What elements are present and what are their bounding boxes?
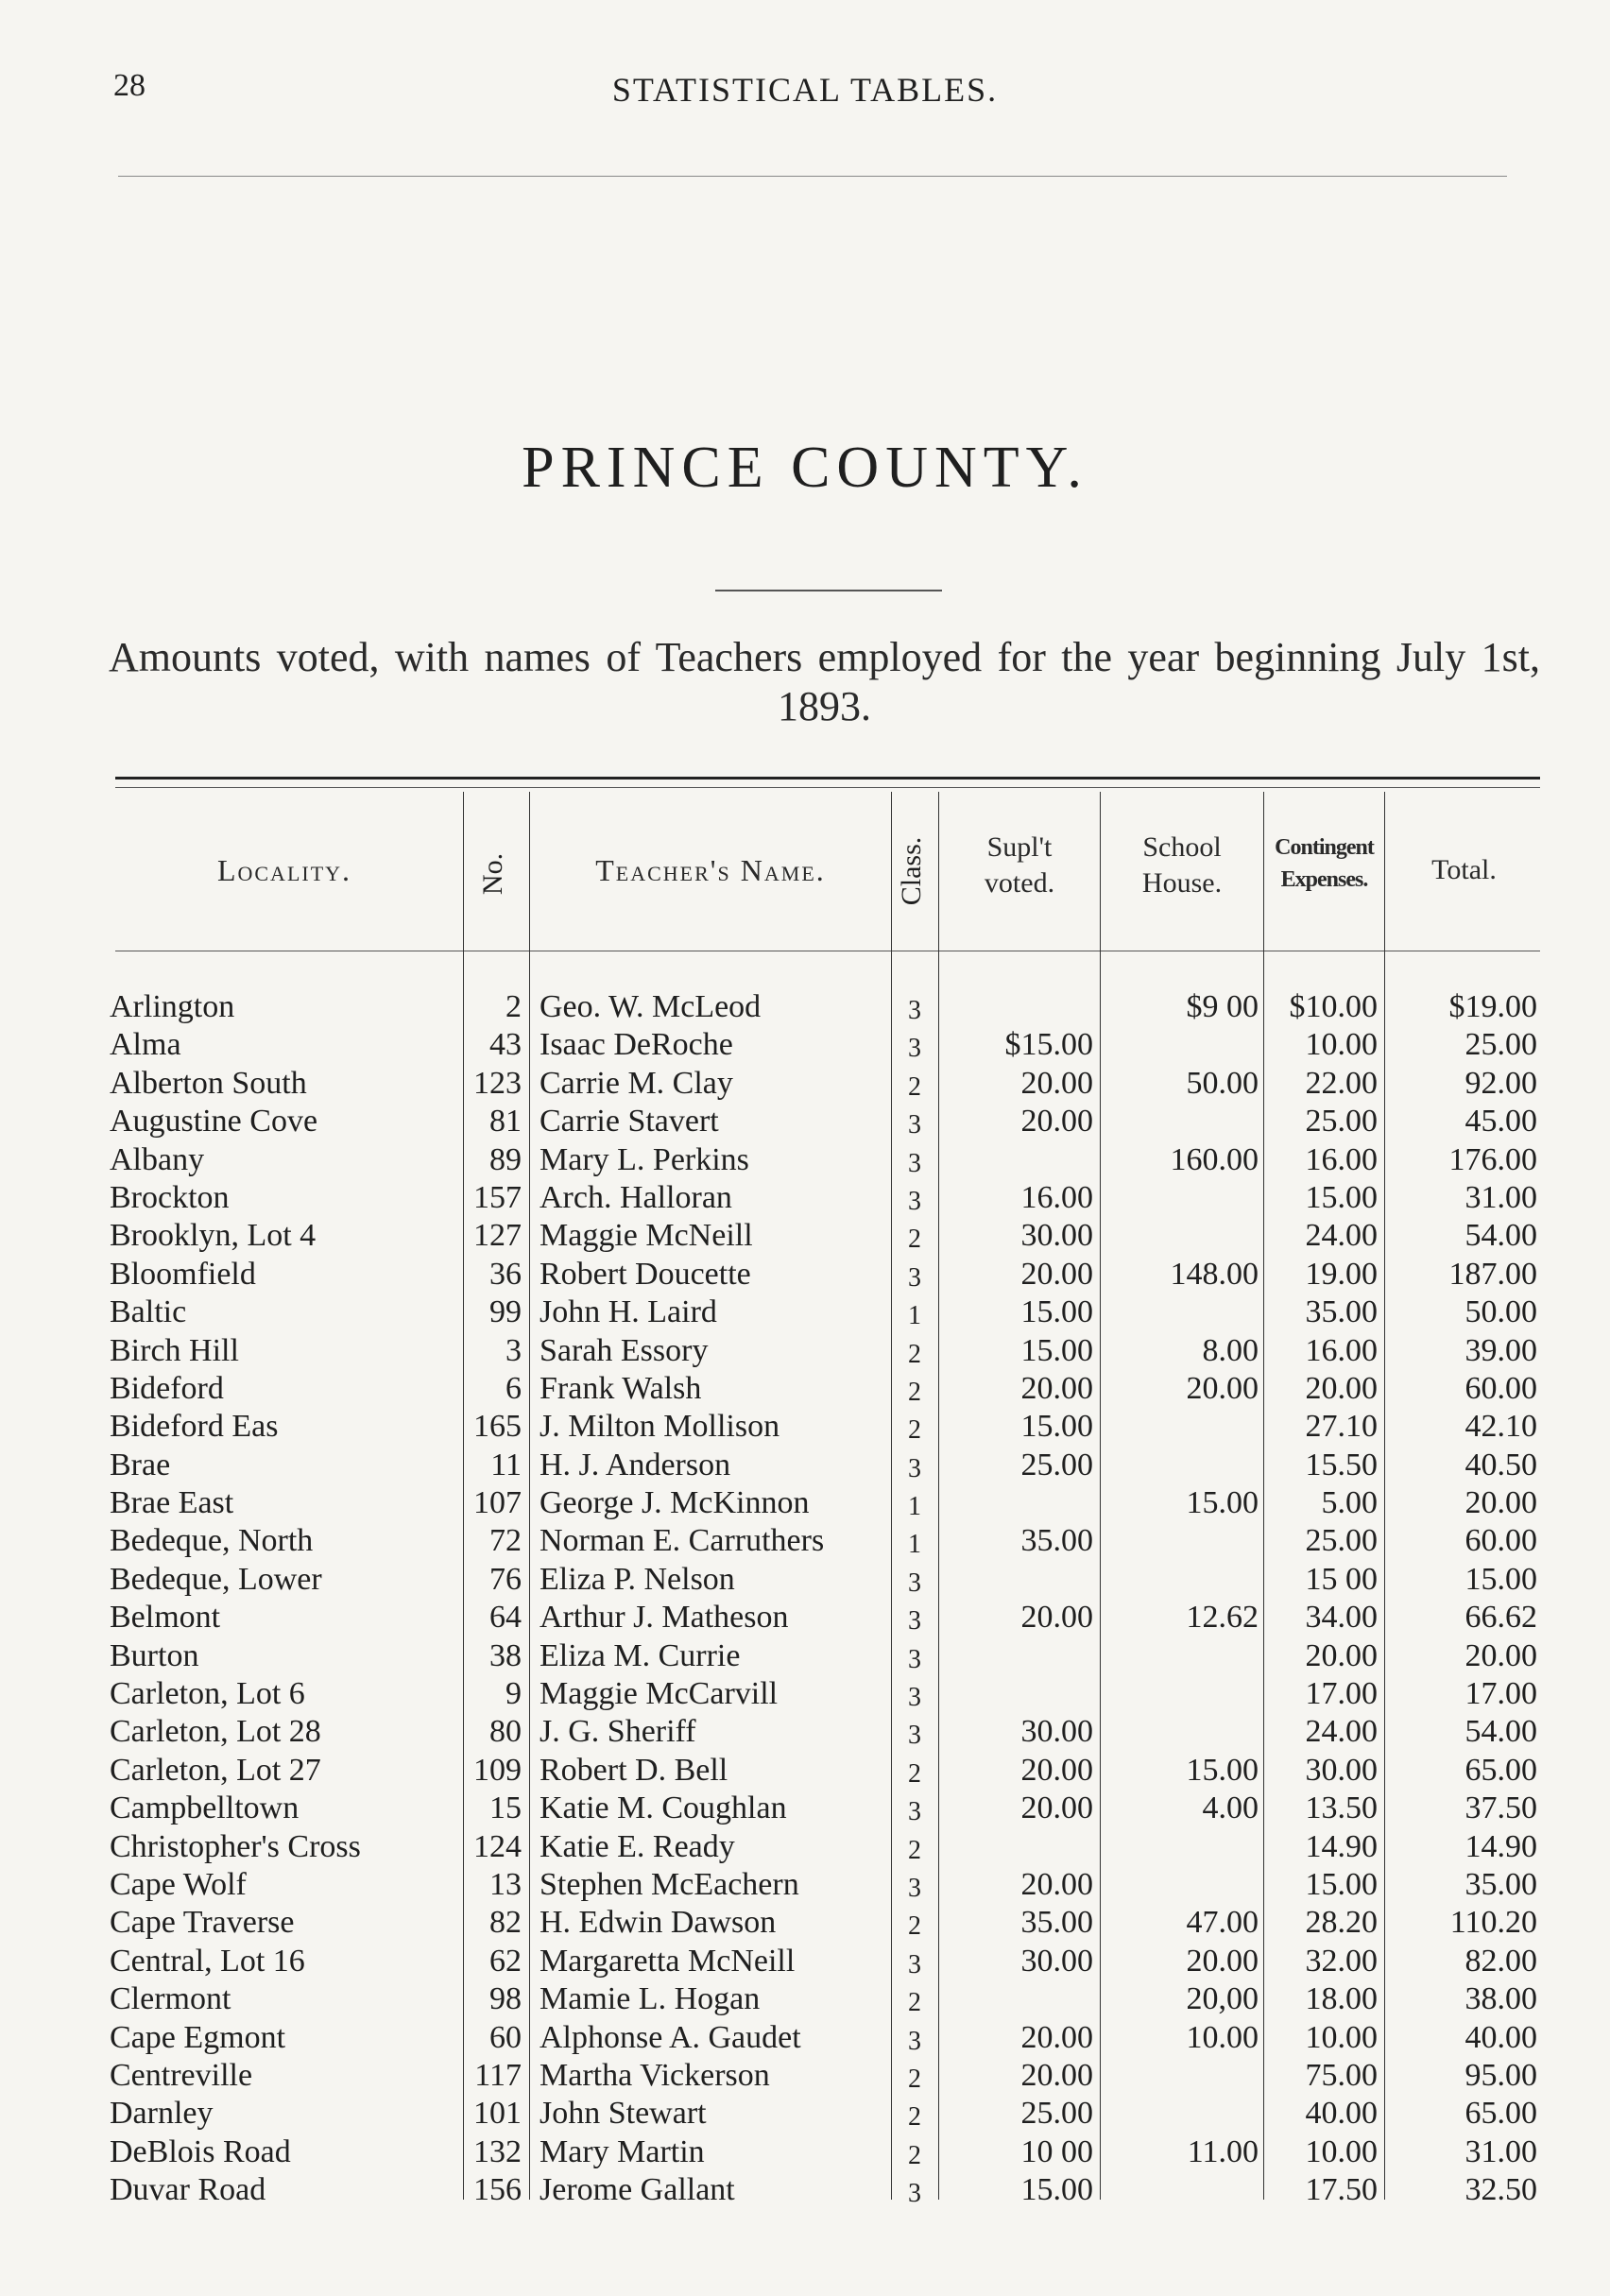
number-cell: 15	[489, 1791, 522, 1826]
locality-cell: Birch Hill	[110, 1332, 239, 1368]
number-cell: 109	[473, 1752, 522, 1788]
teacher-name-cell: Norman E. Carruthers	[540, 1523, 825, 1559]
locality-cell: Cape Wolf	[110, 1866, 247, 1902]
header-class: Class.	[896, 836, 927, 906]
supplement-voted-cell: 15.00	[1020, 1294, 1093, 1330]
number-cell: 6	[505, 1370, 522, 1406]
supplement-voted-cell: 20.00	[1020, 2019, 1093, 2055]
teacher-name-cell: Carrie M. Clay	[540, 1065, 733, 1101]
teacher-name-cell: Stephen McEachern	[540, 1866, 799, 1902]
school-house-cell: 15.00	[1186, 1752, 1259, 1788]
teacher-name-cell: J. Milton Mollison	[540, 1409, 780, 1445]
teacher-name-cell: Arthur J. Matheson	[540, 1600, 789, 1636]
supplement-voted-cell: $15.00	[1004, 1027, 1093, 1063]
locality-cell: Baltic	[110, 1294, 187, 1330]
locality-cell: Alberton South	[110, 1065, 307, 1101]
class-cell: 2	[908, 1377, 921, 1407]
table-row	[0, 1713, 1610, 1751]
supplement-voted-cell: 25.00	[1020, 2096, 1093, 2132]
contingent-expenses-cell: 16.00	[1305, 1141, 1378, 1177]
class-cell: 3	[908, 1644, 921, 1674]
class-cell: 3	[908, 2026, 921, 2056]
class-cell: 2	[908, 2102, 921, 2133]
number-cell: 80	[489, 1714, 522, 1750]
supplement-voted-cell: 35.00	[1020, 1523, 1093, 1559]
contingent-expenses-cell: 32.00	[1305, 1943, 1378, 1979]
table-row	[0, 1637, 1610, 1675]
class-cell: 1	[908, 1492, 921, 1522]
total-cell: 66.62	[1464, 1600, 1537, 1636]
table-row	[0, 1408, 1610, 1446]
number-cell: 60	[489, 2019, 522, 2055]
table-row	[0, 1752, 1610, 1790]
supplement-voted-cell: 20.00	[1020, 1065, 1093, 1101]
locality-cell: Albany	[110, 1141, 205, 1177]
contingent-expenses-cell: 10.00	[1305, 2019, 1378, 2055]
contingent-expenses-cell: 30.00	[1305, 1752, 1378, 1788]
class-cell: 2	[908, 2140, 921, 2170]
locality-cell: Bedeque, Lower	[110, 1561, 322, 1597]
number-cell: 89	[489, 1141, 522, 1177]
locality-cell: Duvar Road	[110, 2172, 266, 2208]
contingent-expenses-cell: 24.00	[1305, 1218, 1378, 1254]
total-cell: 50.00	[1464, 1294, 1537, 1330]
teacher-name-cell: Mamie L. Hogan	[540, 1981, 761, 2017]
number-cell: 2	[505, 989, 522, 1024]
number-cell: 81	[489, 1104, 522, 1139]
section-title: PRINCE COUNTY.	[522, 436, 1088, 500]
contingent-expenses-cell: $10.00	[1289, 989, 1378, 1024]
table-row	[0, 1790, 1610, 1827]
locality-cell: Bideford	[110, 1370, 224, 1406]
class-cell: 3	[908, 1683, 921, 1713]
total-cell: 110.20	[1449, 1905, 1537, 1941]
school-house-cell: 15.00	[1186, 1485, 1259, 1521]
locality-cell: Campbelltown	[110, 1791, 300, 1826]
teacher-name-cell: Arch. Halloran	[540, 1179, 732, 1215]
school-house-cell: 4.00	[1202, 1791, 1259, 1826]
header-house	[1102, 830, 1262, 901]
number-cell: 157	[473, 1179, 522, 1215]
class-cell: 1	[908, 1530, 921, 1560]
class-cell: 2	[908, 1071, 921, 1102]
supplement-voted-cell: 10 00	[1020, 2133, 1093, 2169]
contingent-expenses-cell: 17.50	[1305, 2172, 1378, 2208]
class-cell: 2	[908, 1339, 921, 1369]
teacher-name-cell: Eliza M. Currie	[540, 1637, 741, 1673]
contingent-expenses-cell: 10.00	[1305, 1027, 1378, 1063]
locality-cell: Brae East	[110, 1485, 234, 1521]
total-cell: 32.50	[1464, 2172, 1537, 2208]
header-supl-line2: voted.	[984, 867, 1055, 899]
teacher-name-cell: Katie E. Ready	[540, 1828, 735, 1864]
class-cell: 2	[908, 1835, 921, 1865]
teacher-name-cell: Maggie McNeill	[540, 1218, 753, 1254]
header-no: No.	[477, 852, 508, 896]
header-locality: Locality.	[216, 853, 352, 887]
locality-cell: Alma	[110, 1027, 181, 1063]
number-cell: 123	[473, 1065, 522, 1101]
header-contingent	[1265, 831, 1383, 896]
locality-cell: Bedeque, North	[110, 1523, 314, 1559]
number-cell: 165	[473, 1409, 522, 1445]
total-cell: $19.00	[1448, 989, 1537, 1024]
total-cell: 20.00	[1464, 1485, 1537, 1521]
locality-cell: Brooklyn, Lot 4	[110, 1218, 317, 1254]
table-row	[0, 2133, 1610, 2171]
total-cell: 54.00	[1464, 1218, 1537, 1254]
total-cell: 42.10	[1464, 1409, 1537, 1445]
subtitle: Amounts voted, with names of Teachers employed for the year beginning July 1st, 1893.	[109, 634, 1540, 729]
total-cell: 31.00	[1464, 1179, 1537, 1215]
table-row	[0, 1026, 1610, 1064]
school-house-cell: 20.00	[1186, 1943, 1259, 1979]
contingent-expenses-cell: 40.00	[1305, 2096, 1378, 2132]
table-row	[0, 988, 1610, 1026]
supplement-voted-cell: 35.00	[1020, 1905, 1093, 1941]
header-house-line1: School	[1142, 831, 1222, 863]
total-cell: 39.00	[1464, 1332, 1537, 1368]
class-cell: 2	[908, 2064, 921, 2094]
contingent-expenses-cell: 25.00	[1305, 1104, 1378, 1139]
contingent-expenses-cell: 35.00	[1305, 1294, 1378, 1330]
class-cell: 2	[908, 1988, 921, 2018]
teacher-name-cell: Margaretta McNeill	[540, 1943, 796, 1979]
total-cell: 40.50	[1464, 1447, 1537, 1482]
class-cell: 3	[908, 1949, 921, 1979]
locality-cell: Belmont	[110, 1600, 221, 1636]
teacher-name-cell: H. Edwin Dawson	[540, 1905, 777, 1941]
teacher-name-cell: Carrie Stavert	[540, 1104, 719, 1139]
teacher-name-cell: Jerome Gallant	[540, 2172, 735, 2208]
locality-cell: Burton	[110, 1637, 199, 1673]
teacher-name-cell: George J. McKinnon	[540, 1485, 810, 1521]
total-cell: 37.50	[1464, 1791, 1537, 1826]
table-row	[0, 1256, 1610, 1294]
number-cell: 3	[505, 1332, 522, 1368]
header-contingent-line1: Contingent	[1275, 835, 1374, 860]
total-cell: 54.00	[1464, 1714, 1537, 1750]
contingent-expenses-cell: 10.00	[1305, 2133, 1378, 2169]
header-contingent-line2: Expenses.	[1280, 867, 1368, 892]
running-head-rule	[118, 176, 1507, 177]
teacher-name-cell: Katie M. Coughlan	[540, 1791, 787, 1826]
locality-cell: Darnley	[110, 2096, 214, 2132]
teacher-name-cell: Martha Vickerson	[540, 2057, 770, 2093]
number-cell: 132	[473, 2133, 522, 2169]
number-cell: 117	[474, 2057, 522, 2093]
table-row	[0, 1943, 1610, 1980]
table-row	[0, 1103, 1610, 1140]
class-cell: 3	[908, 1453, 921, 1483]
title-rule	[715, 590, 942, 591]
locality-cell: Bloomfield	[110, 1256, 256, 1292]
class-cell: 3	[908, 996, 921, 1025]
contingent-expenses-cell: 14.90	[1305, 1828, 1378, 1864]
table-row	[0, 2171, 1610, 2209]
table-row	[0, 1866, 1610, 1904]
locality-cell: Bideford Eas	[110, 1409, 279, 1445]
table-row	[0, 1447, 1610, 1484]
class-cell: 1	[908, 1301, 921, 1331]
contingent-expenses-cell: 15.50	[1305, 1447, 1378, 1482]
contingent-expenses-cell: 75.00	[1305, 2057, 1378, 2093]
table-row	[0, 1980, 1610, 2018]
total-cell: 40.00	[1464, 2019, 1537, 2055]
number-cell: 82	[489, 1905, 522, 1941]
teacher-name-cell: Sarah Essory	[540, 1332, 709, 1368]
supplement-voted-cell: 15.00	[1020, 1332, 1093, 1368]
table-row	[0, 1370, 1610, 1408]
page-number: 28	[113, 68, 146, 103]
table-row	[0, 1217, 1610, 1255]
table-body	[0, 988, 1610, 2210]
supplement-voted-cell: 20.00	[1020, 2057, 1093, 2093]
contingent-expenses-cell: 15 00	[1305, 1561, 1378, 1597]
total-cell: 31.00	[1464, 2133, 1537, 2169]
contingent-expenses-cell: 27.10	[1305, 1409, 1378, 1445]
supplement-voted-cell: 30.00	[1020, 1218, 1093, 1254]
locality-cell: Centreville	[110, 2057, 253, 2093]
teacher-name-cell: John Stewart	[540, 2096, 707, 2132]
class-cell: 3	[908, 1034, 921, 1064]
number-cell: 11	[490, 1447, 522, 1482]
total-cell: 82.00	[1464, 1943, 1537, 1979]
header-supl	[940, 830, 1099, 901]
class-cell: 2	[908, 1415, 921, 1446]
school-house-cell: 148.00	[1170, 1256, 1259, 1292]
locality-cell: Cape Egmont	[110, 2019, 286, 2055]
number-cell: 38	[489, 1637, 522, 1673]
locality-cell: Cape Traverse	[110, 1905, 295, 1941]
class-cell: 3	[908, 1721, 921, 1751]
table-row	[0, 1828, 1610, 1866]
table-top-rule	[115, 777, 1540, 780]
header-house-line2: House.	[1141, 867, 1223, 899]
running-head: STATISTICAL TABLES.	[611, 71, 999, 109]
supplement-voted-cell: 20.00	[1020, 1752, 1093, 1788]
total-cell: 38.00	[1464, 1981, 1537, 2017]
contingent-expenses-cell: 34.00	[1305, 1600, 1378, 1636]
school-house-cell: 20.00	[1186, 1370, 1259, 1406]
table-row	[0, 1904, 1610, 1942]
supplement-voted-cell: 20.00	[1020, 1104, 1093, 1139]
class-cell: 2	[908, 1225, 921, 1255]
locality-cell: Central, Lot 16	[110, 1943, 305, 1979]
total-cell: 65.00	[1464, 2096, 1537, 2132]
supplement-voted-cell: 20.00	[1020, 1791, 1093, 1826]
contingent-expenses-cell: 17.00	[1305, 1676, 1378, 1712]
teacher-name-cell: Frank Walsh	[540, 1370, 702, 1406]
school-house-cell: 10.00	[1186, 2019, 1259, 2055]
locality-cell: DeBlois Road	[110, 2133, 291, 2169]
locality-cell: Carleton, Lot 6	[110, 1676, 305, 1712]
supplement-voted-cell: 16.00	[1020, 1179, 1093, 1215]
teacher-name-cell: Eliza P. Nelson	[540, 1561, 735, 1597]
supplement-voted-cell: 15.00	[1020, 2172, 1093, 2208]
total-cell: 92.00	[1464, 1065, 1537, 1101]
table-row	[0, 1561, 1610, 1599]
header-total: Total.	[1431, 854, 1497, 885]
supplement-voted-cell: 20.00	[1020, 1600, 1093, 1636]
class-cell: 2	[908, 1758, 921, 1789]
teacher-name-cell: Geo. W. McLeod	[540, 989, 762, 1024]
school-house-cell: 11.00	[1187, 2133, 1259, 2169]
supplement-voted-cell: 20.00	[1020, 1866, 1093, 1902]
school-house-cell: 50.00	[1186, 1065, 1259, 1101]
table-top-rule-thin	[115, 787, 1540, 788]
teacher-name-cell: Mary L. Perkins	[540, 1141, 749, 1177]
teacher-name-cell: Robert Doucette	[540, 1256, 751, 1292]
number-cell: 124	[473, 1828, 522, 1864]
table-row	[0, 1179, 1610, 1217]
class-cell: 3	[908, 1110, 921, 1140]
total-cell: 60.00	[1464, 1523, 1537, 1559]
class-cell: 3	[908, 1262, 921, 1293]
number-cell: 13	[489, 1866, 522, 1902]
table-row	[0, 1675, 1610, 1713]
table-row	[0, 1484, 1610, 1522]
teacher-name-cell: Alphonse A. Gaudet	[540, 2019, 801, 2055]
total-cell: 14.90	[1464, 1828, 1537, 1864]
contingent-expenses-cell: 18.00	[1305, 1981, 1378, 2017]
contingent-expenses-cell: 13.50	[1305, 1791, 1378, 1826]
contingent-expenses-cell: 22.00	[1305, 1065, 1378, 1101]
supplement-voted-cell: 30.00	[1020, 1943, 1093, 1979]
total-cell: 45.00	[1464, 1104, 1537, 1139]
number-cell: 72	[489, 1523, 522, 1559]
table-row	[0, 1294, 1610, 1331]
number-cell: 62	[489, 1943, 522, 1979]
class-cell: 3	[908, 1568, 921, 1598]
supplement-voted-cell: 20.00	[1020, 1370, 1093, 1406]
total-cell: 17.00	[1464, 1676, 1537, 1712]
total-cell: 65.00	[1464, 1752, 1537, 1788]
class-cell: 3	[908, 1186, 921, 1216]
table-row	[0, 1332, 1610, 1370]
number-cell: 98	[489, 1981, 522, 2017]
number-cell: 64	[489, 1600, 522, 1636]
contingent-expenses-cell: 19.00	[1305, 1256, 1378, 1292]
class-cell: 3	[908, 1606, 921, 1636]
table-row	[0, 2057, 1610, 2095]
table-row	[0, 2019, 1610, 2057]
number-cell: 76	[489, 1561, 522, 1597]
school-house-cell: 47.00	[1186, 1905, 1259, 1941]
number-cell: 156	[473, 2172, 522, 2208]
contingent-expenses-cell: 20.00	[1305, 1370, 1378, 1406]
total-cell: 60.00	[1464, 1370, 1537, 1406]
locality-cell: Arlington	[110, 989, 235, 1024]
teacher-name-cell: Mary Martin	[540, 2133, 705, 2169]
total-cell: 25.00	[1464, 1027, 1537, 1063]
class-cell: 3	[908, 2179, 921, 2209]
table-row	[0, 1065, 1610, 1103]
contingent-expenses-cell: 15.00	[1305, 1179, 1378, 1215]
table-row	[0, 1522, 1610, 1560]
school-house-cell: 160.00	[1170, 1141, 1259, 1177]
locality-cell: Christopher's Cross	[110, 1828, 361, 1864]
class-cell: 2	[908, 1911, 921, 1942]
teacher-name-cell: J. G. Sheriff	[540, 1714, 696, 1750]
class-cell: 3	[908, 1873, 921, 1903]
teacher-name-cell: John H. Laird	[540, 1294, 717, 1330]
school-house-cell: $9 00	[1186, 989, 1259, 1024]
contingent-expenses-cell: 24.00	[1305, 1714, 1378, 1750]
contingent-expenses-cell: 28.20	[1305, 1905, 1378, 1941]
class-cell: 3	[908, 1797, 921, 1827]
supplement-voted-cell: 30.00	[1020, 1714, 1093, 1750]
teacher-name-cell: Robert D. Bell	[540, 1752, 728, 1788]
supplement-voted-cell: 25.00	[1020, 1447, 1093, 1482]
school-house-cell: 12.62	[1186, 1600, 1259, 1636]
total-cell: 20.00	[1464, 1637, 1537, 1673]
number-cell: 107	[473, 1485, 522, 1521]
teacher-name-cell: H. J. Anderson	[540, 1447, 731, 1482]
number-cell: 101	[473, 2096, 522, 2132]
contingent-expenses-cell: 5.00	[1321, 1485, 1378, 1521]
number-cell: 127	[473, 1218, 522, 1254]
total-cell: 15.00	[1464, 1561, 1537, 1597]
total-cell: 187.00	[1448, 1256, 1537, 1292]
teacher-name-cell: Maggie McCarvill	[540, 1676, 779, 1712]
locality-cell: Carleton, Lot 27	[110, 1752, 321, 1788]
table-row	[0, 1599, 1610, 1636]
number-cell: 43	[489, 1027, 522, 1063]
number-cell: 9	[505, 1676, 522, 1712]
locality-cell: Clermont	[110, 1981, 231, 2017]
total-cell: 95.00	[1464, 2057, 1537, 2093]
table-row	[0, 2095, 1610, 2133]
header-supl-line1: Supl't	[986, 831, 1053, 863]
contingent-expenses-cell: 15.00	[1305, 1866, 1378, 1902]
supplement-voted-cell: 20.00	[1020, 1256, 1093, 1292]
contingent-expenses-cell: 20.00	[1305, 1637, 1378, 1673]
total-cell: 35.00	[1464, 1866, 1537, 1902]
table-row	[0, 1141, 1610, 1179]
class-cell: 3	[908, 1148, 921, 1178]
contingent-expenses-cell: 25.00	[1305, 1523, 1378, 1559]
locality-cell: Carleton, Lot 28	[110, 1714, 321, 1750]
contingent-expenses-cell: 16.00	[1305, 1332, 1378, 1368]
supplement-voted-cell: 15.00	[1020, 1409, 1093, 1445]
school-house-cell: 8.00	[1202, 1332, 1259, 1368]
teacher-name-cell: Isaac DeRoche	[540, 1027, 733, 1063]
locality-cell: Brae	[110, 1447, 171, 1482]
total-cell: 176.00	[1448, 1141, 1537, 1177]
locality-cell: Augustine Cove	[110, 1104, 318, 1139]
header-teacher: Teacher's Name.	[595, 853, 826, 887]
locality-cell: Brockton	[110, 1179, 230, 1215]
number-cell: 36	[489, 1256, 522, 1292]
school-house-cell: 20,00	[1186, 1981, 1259, 2017]
number-cell: 99	[489, 1294, 522, 1330]
